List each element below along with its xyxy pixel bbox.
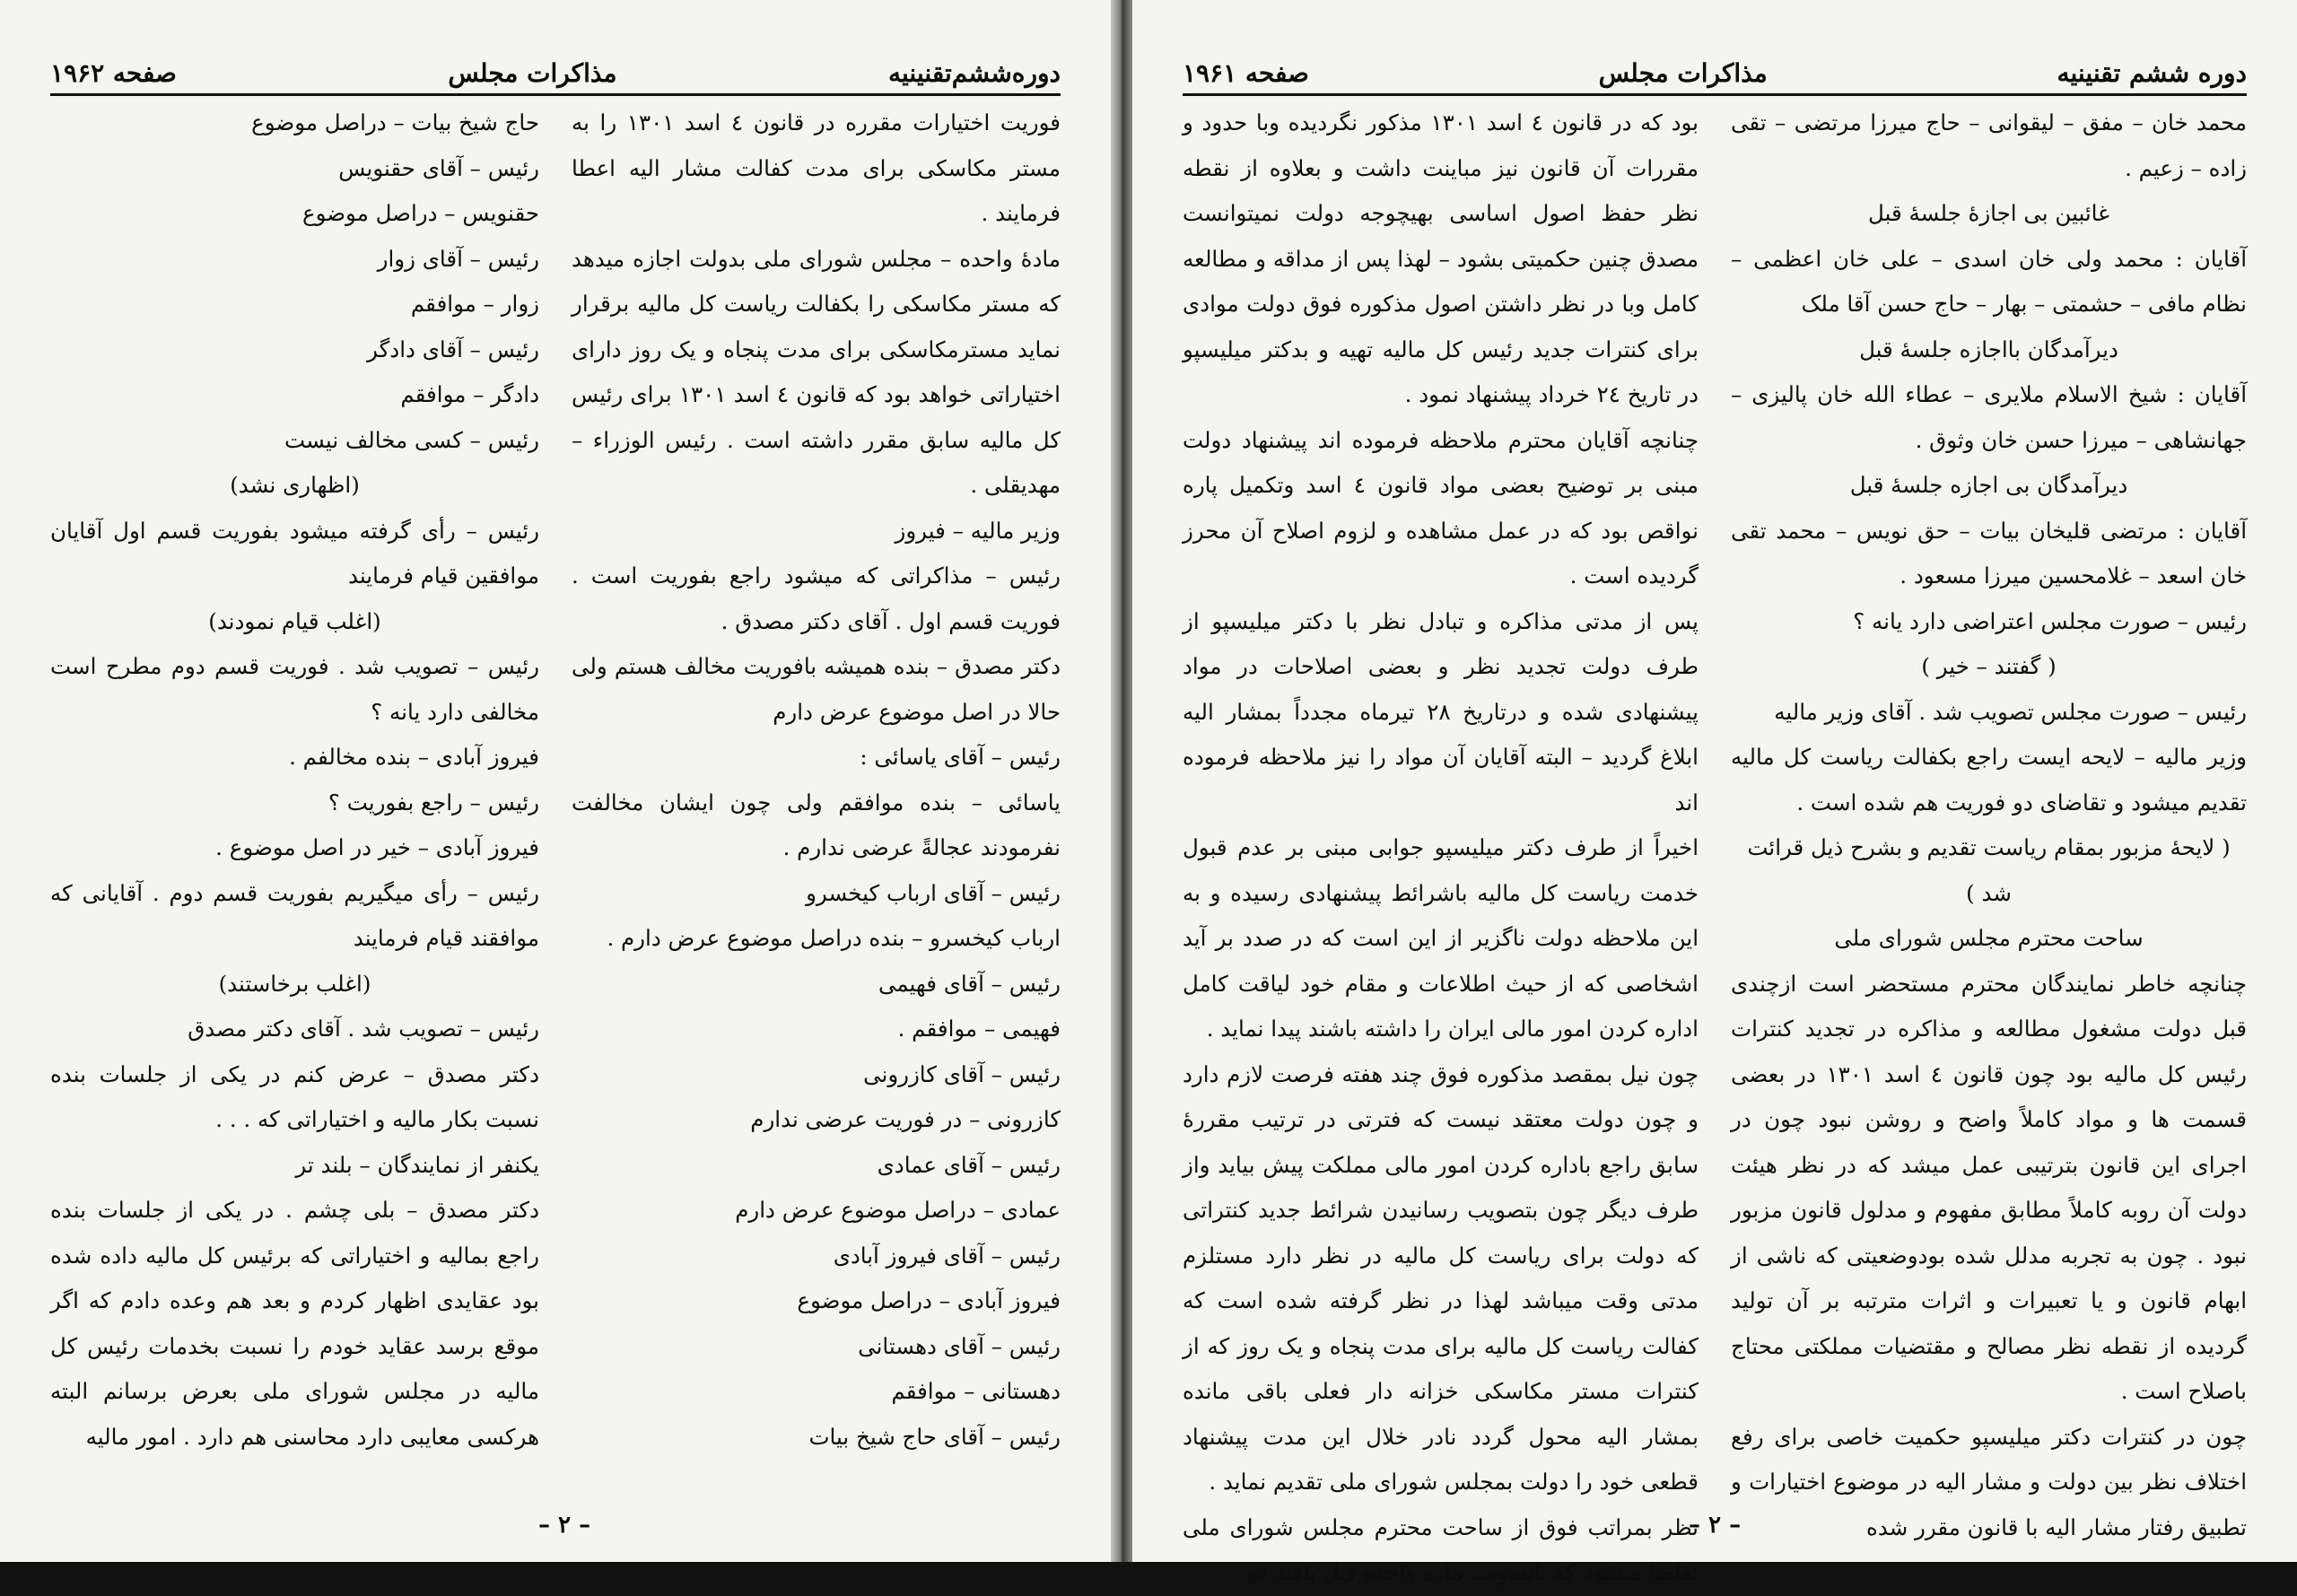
paragraph: رئیس – تصویب شد . آقای دکتر مصدق [188, 1016, 539, 1042]
paragraph: چون در کنترات دکتر میلیسپو حکمیت خاصی برای رفع اختلاف نظر بین دولت و مشار الیه در موضوع اختیارات و تطبیق رفتار مشار الیه با قانون مقرر شده [1731, 1423, 2247, 1540]
paragraph: دهستانی – موافقم [891, 1378, 1061, 1404]
paragraph: رئیس – رأی میگیریم بفوریت قسم دوم . آقایانی که موافقند قیام فرمایند [50, 879, 539, 951]
paragraph: رئیس – آقای زوار [377, 245, 539, 272]
paragraph: رئیس – صورت مجلس اعتراضی دارد یانه ؟ [1853, 607, 2247, 634]
paragraph: رئیس – آقای یاسائی : [860, 744, 1061, 770]
paragraph: بود که در قانون ٤ اسد ۱۳۰۱ مذکور نگردیده وبا حدود و مقررات آن قانون نیز مباینت داشت و بعلاوه از نقطه نظر حفظ اصول اساسی بهیچوجه دولت نمیتوانست مصدق چنین حکمیتی بشود – لهذا پس از مداقه و مطالعه کامل وبا در نظر داشتن اصول مذکوره فوق دولت موادی برای کنترات جدید رئیس کل مالیه تهیه و بدکتر میلیسپو در تاریخ ۲٤ خرداد پیشنهاد نمود . [1183, 109, 1699, 407]
paragraph: ساحت محترم مجلس شورای ملی [1834, 925, 2144, 951]
paragraph: یکنفر از نمایندگان – بلند تر [295, 1151, 539, 1178]
paragraph: رئیس – کسی مخالف نیست [284, 426, 539, 453]
paragraph: رئیس – آقای حاج شیخ بیات [808, 1423, 1061, 1450]
paragraph: دادگر – موافقم [400, 381, 539, 407]
left-page-number: صفحه ۱۹۶۲ [50, 57, 177, 88]
paragraph: مادهٔ واحده – مجلس شورای ملی بدولت اجازه میدهد که مستر مکاسکی را بکفالت ریاست کل مالیه برقرار نماید مسترمکاسکی برای مدت پنجاه و یک روز دارای اختیاراتی خواهد بود که قانون ٤ اسد ۱۳۰۱ برای رئیس کل مالیه سابق مقرر داشته است . رئیس الوزراء – مهدیقلی . [572, 245, 1061, 498]
paragraph: محمد خان – مفق – لیقوانی – حاج میرزا مرتضی – تقی زاده – زعیم . [1731, 109, 2247, 181]
paragraph: رئیس – صورت مجلس تصویب شد . آقای وزیر مالیه [1774, 698, 2247, 725]
left-page [0, 0, 1111, 1562]
paragraph: رئیس – آقای فهیمی [878, 970, 1061, 997]
paragraph: آقایان : مرتضی قلیخان بیات – حق نویس – محمد تقی خان اسعد – غلامحسین میرزا مسعود . [1731, 517, 2247, 589]
right-page-number: صفحه ۱۹۶۱ [1183, 57, 1309, 88]
paragraph: رئیس – آقای دهستانی [858, 1332, 1061, 1359]
paragraph: آقایان : محمد ولی خان اسدی – علی خان اعظمی – نظام مافی – حشمتی – بهار – حاج حسن آقا ملک [1731, 245, 2247, 317]
left-page-columns [50, 100, 1061, 1499]
paragraph: وزیر مالیه – لایحه ایست راجع بکفالت ریاست کل مالیه تقدیم میشود و تقاضای دو فوریت هم شده است . [1731, 744, 2247, 815]
paragraph: رئیس – آقای دادگر [367, 336, 539, 362]
left-page-header [50, 52, 1061, 96]
paragraph: رئیس – آقای فیروز آبادی [833, 1242, 1061, 1269]
paragraph: (اغلب برخاستند) [218, 970, 371, 997]
paragraph: دکتر مصدق – بنده همیشه بافوریت مخالف هستم ولی حالا در اصل موضوع عرض دارم [572, 653, 1061, 725]
paragraph: وزیر مالیه – فیروز [895, 517, 1061, 544]
paragraph: رئیس – آقای عمادی [877, 1151, 1061, 1178]
paragraph: چون نیل بمقصد مذکوره فوق چند هفته فرصت لازم دارد و چون دولت معتقد نیست که فترتی در ترتیب مقررهٔ سابق راجع باداره کردن امور مالی مملکت پیش بیاید واز طرف دیگر چون بتصویب رسانیدن شرائط جدید کنتراتی که دولت برای ریاست کل مالیه در نظر دارد مستلزم مدتی وقت میباشد لهذا در نظر گرفته شده است که کفالت ریاست کل مالیه برای مدت پنجاه و یک روز که از کنترات مستر مکاسکی خزانه دار فعلی باقی مانده بمشار الیه محول گردد نادر خلال این مدت پیشنهاد قطعی خود را دولت بمجلس شورای ملی تقدیم نماید . [1183, 1060, 1699, 1495]
paragraph: رئیس – راجع بفوریت ؟ [328, 789, 539, 815]
right-page-session: دوره ششم تقنینیه [2057, 57, 2247, 88]
right-page-column-left [1183, 100, 1699, 1585]
book-gutter [1111, 0, 1132, 1562]
paragraph: رئیس – آقای ارباب کیخسرو [806, 879, 1061, 906]
paragraph: ارباب کیخسرو – بنده دراصل موضوع عرض دارم . [607, 925, 1061, 951]
left-page-column-left [50, 100, 539, 1499]
paragraph: فیروز آبادی – بنده مخالفم . [289, 744, 539, 770]
paragraph: نظر بمراتب فوق از ساحت محترم مجلس شورای ملی تقاضا میشود که باتصویب ماده واحده ذیل باقید دو [1183, 1513, 1699, 1585]
paragraph: رئیس – آقای حقنویس [338, 154, 539, 181]
paragraph: دیرآمدگان بااجازه جلسهٔ قبل [1859, 336, 2118, 362]
left-page-footer: – ۲ – [538, 1512, 591, 1539]
paragraph: فیروز آبادی – دراصل موضوع [797, 1287, 1061, 1313]
paragraph: عمادی – دراصل موضوع عرض دارم [735, 1197, 1061, 1223]
right-page-title: مذاکرات مجلس [1598, 57, 1768, 88]
paragraph: پس از مدتی مذاکره و تبادل نظر با دکتر میلیسپو از طرف دولت تجدید نظر و بعضی اصلاحات در مواد پیشنهادی شده و درتاریخ ۲۸ تیرماه مجدداً بمشار الیه ابلاغ گردید – البته آقایان آن مواد را نیز ملاحظه فرموده اند [1183, 607, 1699, 815]
right-page-column-right [1731, 100, 2247, 1540]
right-page-header [1183, 52, 2247, 96]
paragraph: زوار – موافقم [410, 291, 539, 317]
paragraph: حاج شیخ بیات – دراصل موضوع [251, 109, 539, 135]
paragraph: (اظهاری نشد) [230, 472, 360, 498]
paragraph: آقایان : شیخ الاسلام ملایری – عطاء الله خان پالیزی – جهانشاهی – میرزا حسن خان وثوق . [1731, 381, 2247, 453]
paragraph: اخیراً از طرف دکتر میلیسپو جوابی مبنی بر عدم قبول خدمت ریاست کل مالیه باشرائط پیشنهادی رسیده و به این ملاحظه دولت ناگزیر از این است که در صدد بر آید اشخاصی که از حیث اطلاعات و مقام خود لیاقت کامل اداره کردن امور مالی ایران را داشته باشند پیدا نماید . [1183, 834, 1699, 1042]
paragraph: (اغلب قیام نمودند) [208, 607, 381, 634]
paragraph: فهیمی – موافقم . [897, 1016, 1061, 1042]
paragraph: فوریت اختیارات مقرره در قانون ٤ اسد ۱۳۰۱ را به مستر مکاسکی برای مدت کفالت مشار الیه اعطا فرمایند . [572, 109, 1061, 226]
paragraph: دکتر مصدق – بلی چشم . در یکی از جلسات بنده راجع بمالیه و اختیاراتی که برئیس کل مالیه داده شده بود عقایدی اظهار کردم و بعد هم وعده دادم که اگر موقع برسد عقاید خودم را نسبت بخدمات رئیس کل مالیه در مجلس شورای ملی بعرض برسانم البته هرکسی معایبی دارد محاسنی هم دارد . امور مالیه [50, 1197, 539, 1450]
paragraph: رئیس – مذاکراتی که میشود راجع بفوریت است . فوریت قسم اول . آقای دکتر مصدق . [572, 563, 1061, 634]
paragraph: چنانچه آقایان محترم ملاحظه فرموده اند پیشنهاد دولت مبنی بر توضیح بعضی مواد قانون ٤ اسد وتکمیل پاره نواقص بود که در عمل مشاهده و لزوم اصلاح آن محرز گردیده است . [1183, 426, 1699, 589]
paragraph: رئیس – رأی گرفته میشود بفوریت قسم اول آقایان موافقین قیام فرمایند [50, 517, 539, 589]
paragraph: رئیس – تصویب شد . فوریت قسم دوم مطرح است مخالفی دارد یانه ؟ [50, 653, 539, 725]
right-page [1132, 0, 2297, 1585]
right-page-footer: – ۲ – [1689, 1512, 1742, 1539]
left-page-column-right [572, 100, 1061, 1499]
left-page-session: دوره‌ششم‌تقنینیه [887, 57, 1061, 88]
paragraph: غائبین بی اجازهٔ جلسهٔ قبل [1868, 200, 2109, 226]
paragraph: یاسائی – بنده موافقم ولی چون ایشان مخالفت نفرمودند عجالةً عرضی ندارم . [572, 789, 1061, 860]
paragraph: رئیس – آقای کازرونی [863, 1060, 1061, 1087]
paragraph: چنانچه خاطر نمایندگان محترم مستحضر است ازچندی قبل دولت مشغول مطالعه و مذاکره در تجدید کنترات رئیس کل مالیه بود چون قانون ٤ اسد ۱۳۰۱ در بعضی قسمت ها و مواد کاملاً واضح و روشن نبود چون در اجرای این قانون بترتیبی عمل میشد که در نظر هیئت دولت آن روبه کاملاً مطابق مفهوم و مدلول قانون مزبور نبود . چون به تجربه مدلل شده بودوضعیتی که ناشی از ابهام قانون و یا تعبیرات و اثرات مترتبه بر آن تولید گردیده از نقطه نظر مصالح و مقتضیات مملکتی محتاج باصلاح است . [1731, 970, 2247, 1404]
paragraph: حقنویس – دراصل موضوع [301, 200, 539, 226]
right-page-columns [1183, 100, 2247, 1585]
paragraph: ( لایحهٔ مزبور بمقام ریاست تقدیم و بشرح ذیل قرائت شد ) [1747, 834, 2231, 906]
left-page-title: مذاکرات مجلس [448, 57, 617, 88]
paragraph: فیروز آبادی – خیر در اصل موضوع . [215, 834, 539, 860]
paragraph: ( گفتند – خیر ) [1921, 653, 2057, 679]
paragraph: دکتر مصدق – عرض کنم در یکی از جلسات بنده نسبت بکار مالیه و اختیاراتی که . . . [50, 1060, 539, 1132]
paragraph: کازرونی – در فوریت عرضی ندارم [750, 1106, 1061, 1132]
paragraph: دیرآمدگان بی اجازه جلسهٔ قبل [1849, 472, 2128, 498]
